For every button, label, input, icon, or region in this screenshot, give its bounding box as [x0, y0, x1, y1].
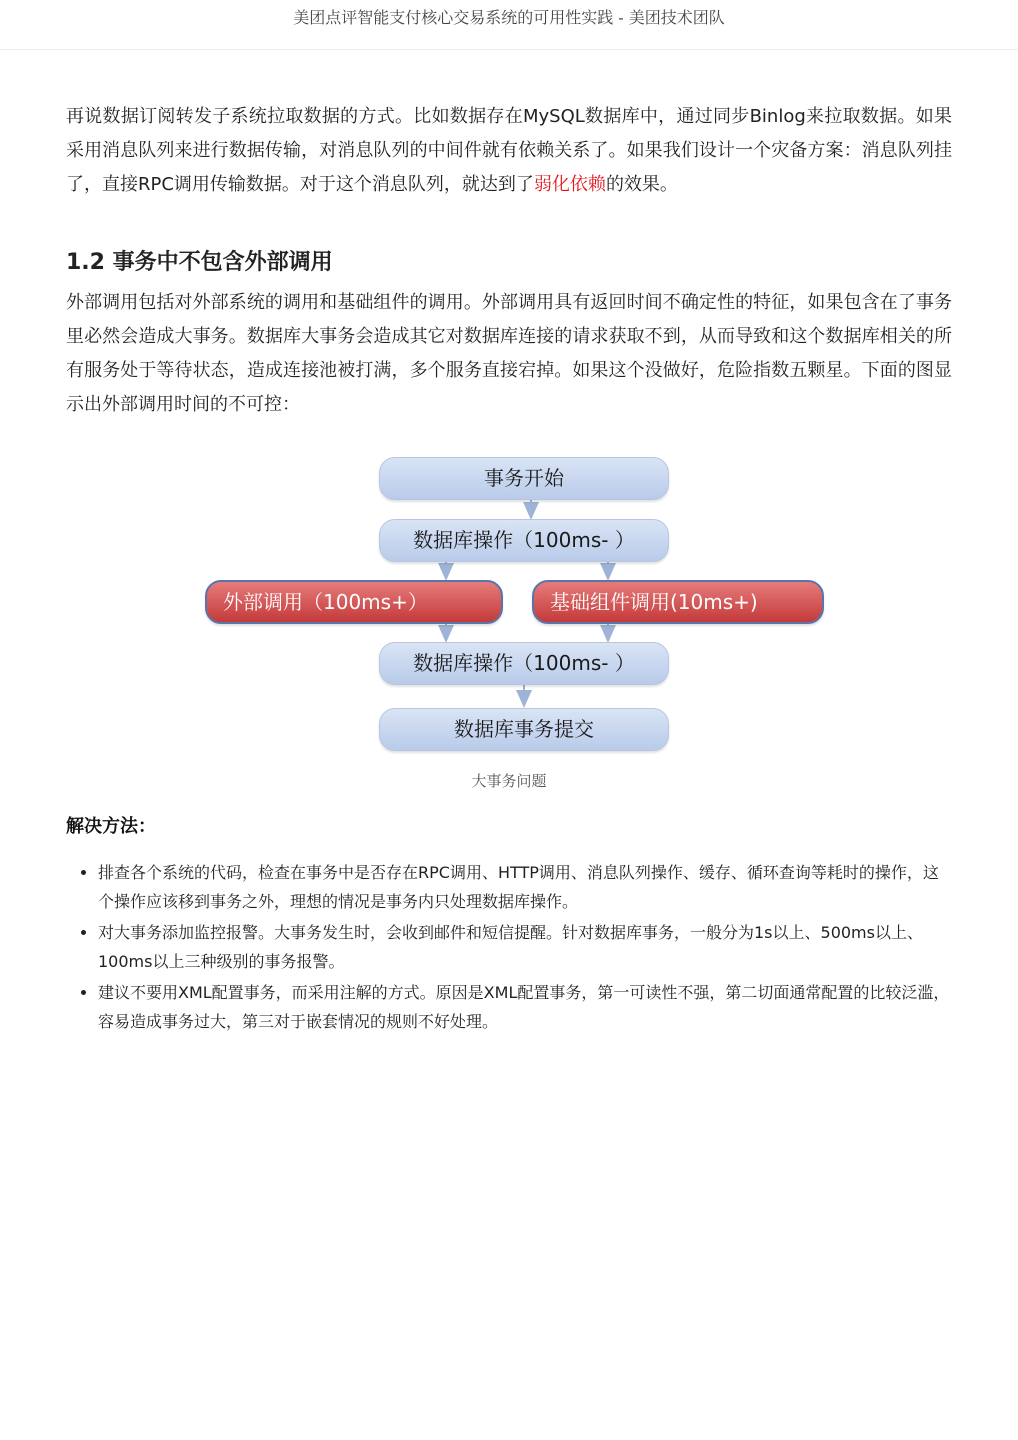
flow-node-commit: 数据库事务提交 — [379, 708, 669, 751]
flow-node-db-op-1: 数据库操作（100ms- ） — [379, 519, 669, 562]
solution-list — [66, 858, 952, 1036]
solution-heading: 解决方法： — [66, 816, 156, 837]
section-heading: 1.2 事务中不包含外部调用 — [66, 250, 333, 275]
list-item: • 建议不要用XML配置事务，而采用注解的方式。原因是XML配置事务，第一可读性不强，第二切面通常配置的比较泛滥，容易造成事务过大，第三对于嵌套情况的规则不好处理。 — [98, 978, 952, 1036]
flow-node-external-call: 外部调用（100ms+） — [205, 580, 503, 624]
flow-node-start: 事务开始 — [379, 457, 669, 500]
list-item: • 对大事务添加监控报警。大事务发生时，会收到邮件和短信提醒。针对数据库事务，一般分为1s以上、500ms以上、100ms以上三种级别的事务报警。 — [98, 918, 952, 976]
intro-paragraph — [66, 100, 952, 202]
section-paragraph: 外部调用包括对外部系统的调用和基础组件的调用。外部调用具有返回时间不确定性的特征，如果包含在了事务里必然会造成大事务。数据库大事务会造成其它对数据库连接的请求获取不到，从而导致和这个数据库相关的所有服务处于等待状态，造成连接池被打满，多个服务直接宕掉。如果这个没做好，危险指数五颗星。下面的图显示出外部调用时间的不可控： — [66, 292, 952, 415]
flow-node-base-component-call: 基础组件调用(10ms+) — [532, 580, 824, 624]
page-header — [0, 0, 1018, 50]
transaction-flow-diagram — [66, 452, 952, 792]
intro-text-end: 的效果。 — [605, 174, 678, 195]
flow-node-db-op-2: 数据库操作（100ms- ） — [379, 642, 669, 685]
article-content — [66, 100, 952, 1038]
intro-text: 再说数据订阅转发子系统拉取数据的方式。比如数据存在MySQL数据库中，通过同步Binlog来拉取数据。如果采用消息队列来进行数据传输，对消息队列的中间件就有依赖关系了。如果我们设计一个灾备方案：消息队列挂了，直接RPC调用传输数据。对于这个消息队列，就达到了 — [66, 106, 952, 195]
intro-highlight: 弱化依赖 — [533, 174, 606, 195]
page-title: 美团点评智能支付核心交易系统的可用性实践 - 美团技术团队 — [293, 8, 725, 27]
list-item: • 排查各个系统的代码，检查在事务中是否存在RPC调用、HTTP调用、消息队列操作、缓存、循环查询等耗时的操作，这个操作应该移到事务之外，理想的情况是事务内只处理数据库操作。 — [98, 858, 952, 916]
figure-caption: 大事务问题 — [471, 772, 547, 790]
